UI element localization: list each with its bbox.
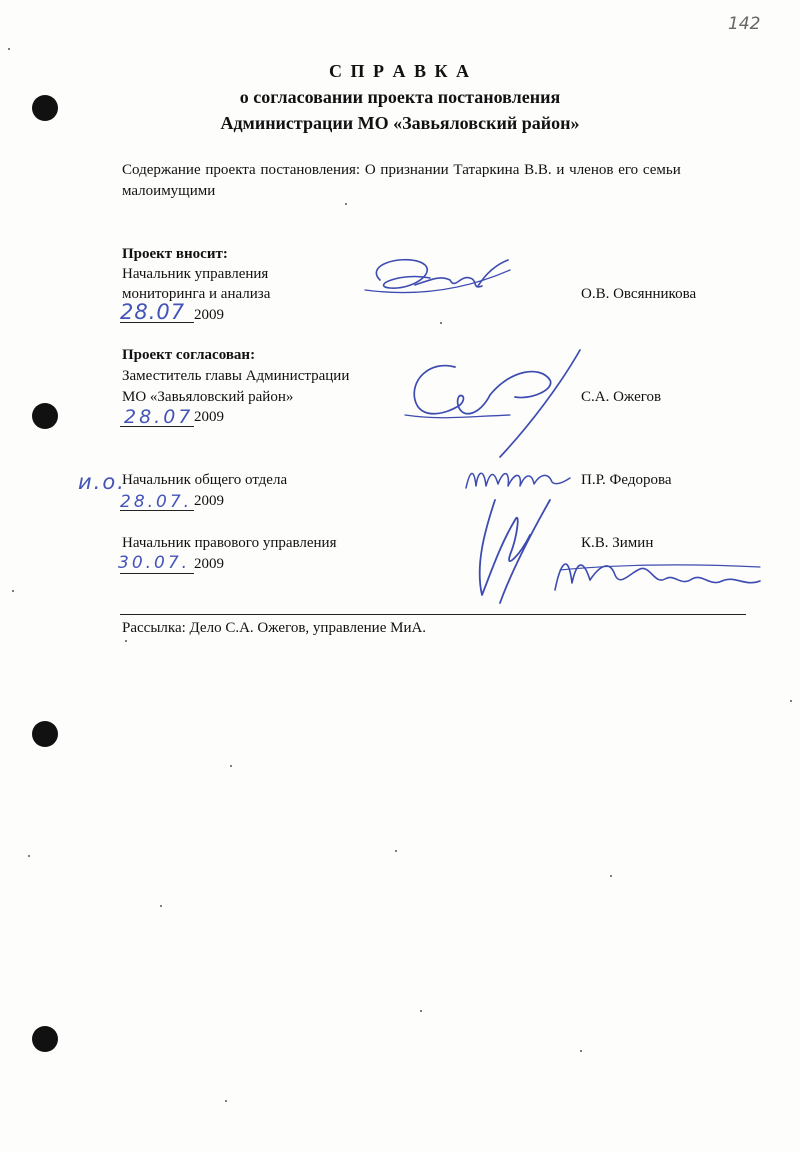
submitted-position-2: мониторинга и анализа: [122, 286, 271, 302]
scan-speck: [160, 905, 162, 907]
agreed-year: 2009: [194, 409, 224, 425]
distribution-list: Рассылка: Дело С.А. Ожегов, управление МиА.: [122, 620, 427, 636]
scan-speck: [395, 850, 397, 852]
agreed-date: 28.07: [124, 406, 194, 428]
scan-speck: [790, 700, 792, 702]
general-dept-year: 2009: [194, 493, 224, 509]
punch-hole: [32, 721, 58, 747]
scan-speck: [610, 875, 612, 877]
signature-ovsyannikova: [360, 250, 540, 320]
scan-speck: [125, 640, 127, 642]
scan-speck: [440, 322, 442, 324]
page-number: 142: [728, 14, 761, 34]
submitted-position-1: Начальник управления: [122, 266, 269, 282]
general-dept-name: П.Р. Федорова: [581, 472, 672, 488]
scan-speck: [8, 48, 10, 50]
punch-hole: [32, 403, 58, 429]
general-dept-position: Начальник общего отдела: [122, 472, 288, 488]
document-subtitle: о согласовании проекта постановления: [239, 87, 561, 107]
scan-speck: [12, 590, 14, 592]
signature-fedorova: [460, 460, 580, 496]
scan-speck: [225, 1100, 227, 1102]
scan-speck: [28, 855, 30, 857]
separator-line: [120, 614, 746, 615]
document-title: С П Р А В К А: [328, 61, 472, 81]
general-dept-date: 28.07.: [120, 492, 193, 512]
general-dept-prefix: и.о.: [78, 470, 126, 494]
agreed-name: С.А. Ожегов: [581, 389, 662, 405]
punch-hole: [32, 1026, 58, 1052]
submitted-date: 28.07: [120, 300, 186, 324]
signature-zimin: [460, 495, 780, 605]
legal-dept-name: К.В. Зимин: [581, 535, 654, 551]
legal-dept-date-line: [120, 573, 194, 574]
agreed-position-2: МО «Завьяловский район»: [122, 389, 294, 405]
scan-speck: [580, 1050, 582, 1052]
submitted-year: 2009: [194, 307, 224, 323]
submitted-heading: Проект вносит:: [122, 246, 228, 262]
content-line-2: малоимущими: [122, 183, 216, 199]
scan-speck: [345, 203, 347, 205]
legal-dept-year: 2009: [194, 556, 224, 572]
agreed-heading: Проект согласован:: [122, 347, 256, 363]
scan-speck: [230, 765, 232, 767]
submitted-name: О.В. Овсянникова: [581, 286, 697, 302]
document-subtitle-2: Администрации МО «Завьяловский район»: [220, 113, 580, 133]
scan-speck: [420, 1010, 422, 1012]
agreed-position-1: Заместитель главы Администрации: [122, 368, 350, 384]
content-line-1: Содержание проекта постановления: О признании Татаркина В.В. и членов его семьи: [122, 162, 681, 178]
legal-dept-position: Начальник правового управления: [122, 535, 337, 551]
legal-dept-date: 30.07.: [118, 553, 191, 573]
signature-ozhegov: [400, 345, 590, 465]
